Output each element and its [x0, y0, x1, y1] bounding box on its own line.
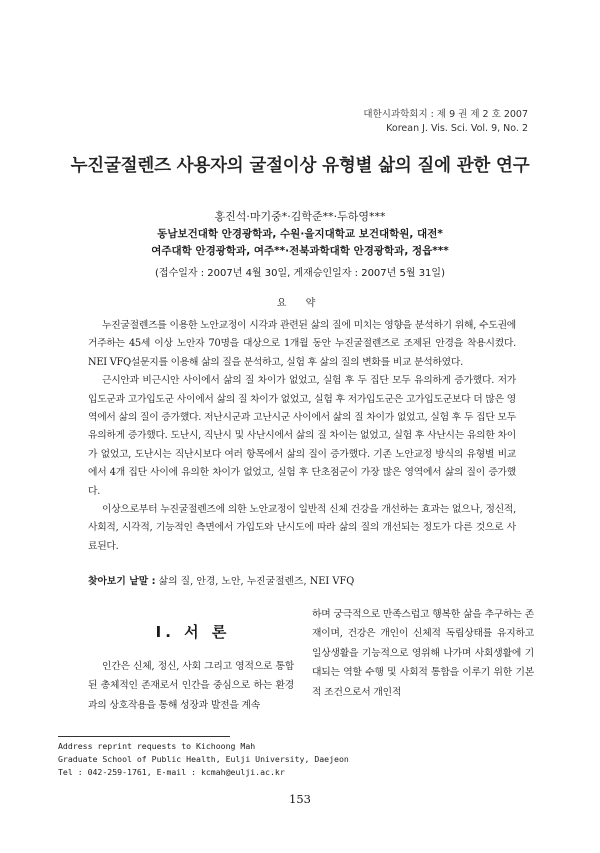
body-left-text: 인간은 신체, 정신, 사회 그리고 영적으로 통합된 총체적인 존재로서 인간을 중심으로 하는 환경과의 상호작용을 통해 성장과 발전을 계속	[88, 661, 294, 711]
footnote	[58, 740, 349, 779]
abstract-heading: 요 약	[276, 298, 324, 309]
body-right-text: 하며 궁극적으로 만족스럽고 행복한 삶을 추구하는 존재이며, 건강은 개인이 신체적 독립상태를 유지하고 일상생활을 기능적으로 영위해 나가며 사회생활에 기대되는 역할 수행 및 사회적 통합을 이루기 위한 기본적 조건으로서 개인적	[312, 609, 534, 698]
keywords	[88, 573, 528, 587]
body-column-left	[88, 657, 294, 715]
keywords-label: 찾아보기 낱말 :	[88, 576, 156, 587]
keywords-list: 삶의 질, 안경, 노안, 누진굴절렌즈, NEI VFQ	[155, 576, 355, 587]
journal-korean: 대한시과학회지 : 제 9 권 제 2 호 2007	[363, 109, 528, 120]
abstract	[88, 317, 516, 556]
body-column-right	[312, 605, 534, 702]
page-number: 153	[289, 792, 311, 806]
footnote-line-1: Address reprint requests to Kichoong Mah	[58, 741, 256, 751]
abstract-paragraph-3: 이상으로부터 누진굴절렌즈에 의한 노안교정이 일반적 신체 건강을 개선하는 효과는 없으나, 정신적, 사회적, 시각적, 기능적인 측면에서 가입도와 난시도에 따라 삶의 질의 개선되는 정도가 다른 것으로 사료된다.	[88, 504, 516, 552]
footnote-line-3: Tel : 042-259-1761, E-mail : kcmah@eulji.ac.kr	[58, 767, 285, 777]
received-dates: (접수일자 : 2007년 4월 30일, 게재승인일자 : 2007년 5월 31일)	[155, 268, 445, 279]
paper-title: 누진굴절렌즈 사용자의 굴절이상 유형별 삶의 질에 관한 연구	[70, 156, 530, 176]
abstract-paragraph-1: 누진굴절렌즈를 이용한 노안교정이 시각과 관련된 삶의 질에 미치는 영향을 분석하기 위해, 수도권에 거주하는 45세 이상 노안자 70명을 대상으로 1개월 동안 누진굴절렌즈로 조제된 안경을 착용시켰다. NEI VFQ설문지를 이용해 삶의 질을 분석하고, 실험 후 삶의 질의 변화를 비교 분석하였다.	[88, 320, 516, 368]
journal-english: Korean J. Vis. Sci. Vol. 9, No. 2	[386, 123, 528, 134]
affiliation-line-2: 여주대학 안경광학과, 여주**·전북과학대학 안경광학과, 정읍***	[151, 245, 449, 257]
abstract-paragraph-2: 근시안과 비근시안 사이에서 삶의 질 차이가 없었고, 실험 후 두 집단 모두 유의하게 증가했다. 저가입도군과 고가입도군 사이에서 삶의 질 차이가 없었고, 실험 후 저가입도군은 고가입도군보다 더 많은 영역에서 삶의 질이 증가했다. 저난시군과 고난시군 사이에서 삶의 질 차이가 없었고, 실험 후 두 집단 모두 유의하게 증가했다. 도난시, 직난시 및 사난시에서 삶의 질 차이는 없었고, 실험 후 사난시는 유의한 차이가 없었고, 도난시는 직난시보다 여러 항목에서 삶의 질이 증가했다. 기존 노안교정 방식의 유형별 비교에서 4개 집단 사이에 유의한 차이가 없었고, 실험 후 단초점군이 가장 많은 영역에서 삶의 질이 증가했다.	[88, 375, 516, 497]
journal-info	[363, 108, 528, 136]
footnote-divider	[58, 736, 230, 737]
affiliation-line-1: 동남보건대학 안경광학과, 수원·을지대학교 보건대학원, 대전*	[157, 228, 443, 240]
section-heading: I. 서 론	[155, 623, 231, 641]
author-list: 홍진석·마기중*·김학준**·두하영***	[214, 210, 386, 223]
footnote-line-2: Graduate School of Public Health, Eulji University, Daejeon	[58, 754, 349, 764]
